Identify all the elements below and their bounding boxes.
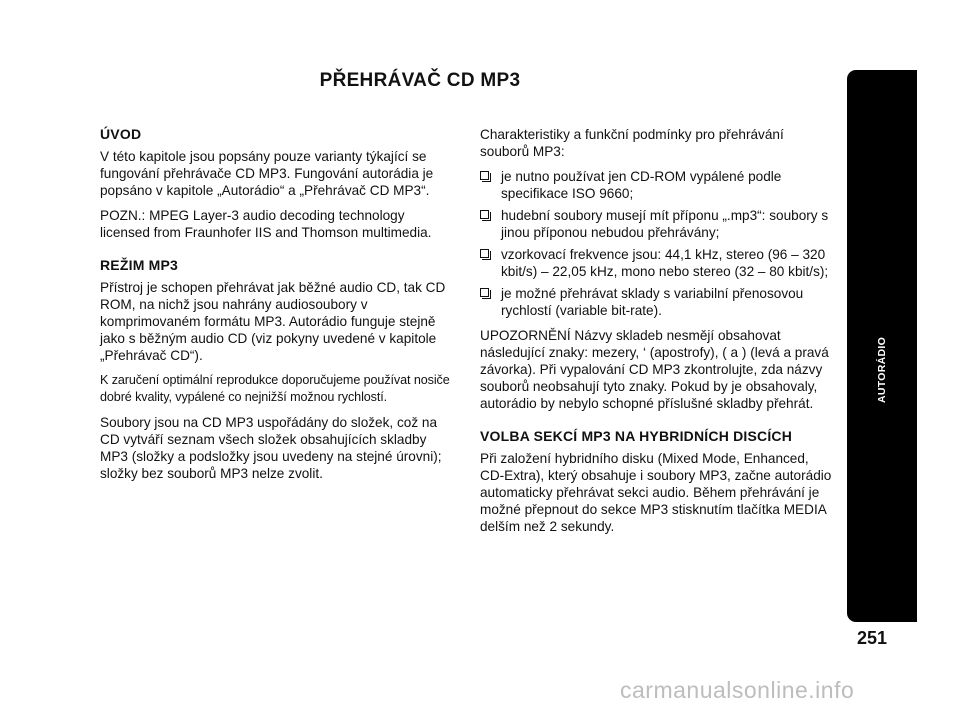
- paragraph-quality-advice: K zaručení optimální reprodukce doporučujeme používat nosiče dobré kvality, vypálené co nejnižší možnou rychlostí.: [100, 373, 450, 404]
- heading-mp3-mode: REŽIM MP3: [100, 257, 179, 273]
- paragraph-mp3-mode: Přístroj je schopen přehrávat jak běžné audio CD, tak CD ROM, na nichž jsou nahrány audiosoubory v komprimovaném formátu MP3. Autorádio funguje stejně jako s běžným audio CD (viz pokyny uvedené v kapitole „Přehrávač CD“).: [100, 280, 446, 363]
- checkbox-bullet-icon: [480, 288, 489, 297]
- page-number: 251: [856, 628, 888, 648]
- page-title: PŘEHRÁVAČ CD MP3: [319, 70, 521, 91]
- checkbox-bullet-icon: [480, 249, 489, 258]
- list-item: vzorkovací frekvence jsou: 44,1 kHz, stereo (96 – 320 kbit/s) – 22,05 kHz, mono nebo stereo (32 – 80 kbit/s);: [480, 246, 835, 280]
- conditions-list: [480, 168, 835, 319]
- paragraph-intro: V této kapitole jsou popsány pouze varianty týkající se fungování přehrávače CD MP3. Fungování autorádia je popsáno v kapitole „Autorádio“ a „Přehrávač CD MP3“.: [100, 149, 434, 198]
- right-column: [480, 126, 835, 543]
- heading-hybrid-discs: VOLBA SEKCÍ MP3 NA HYBRIDNÍCH DISCÍCH: [480, 428, 793, 444]
- checkbox-bullet-icon: [480, 210, 489, 219]
- paragraph-warning: UPOZORNĚNÍ Názvy skladeb nesmějí obsahovat následující znaky: mezery, ‘ (apostrofy), ( a ) (levá a pravá závorka). Při vypalování CD MP3 zkontrolujte, zda názvy souborů neobsahují tyto znaky. Pokud by je obsahovaly, autorádio by nebylo schopné příslušné skladby přehrát.: [480, 328, 829, 411]
- list-item: je nutno používat jen CD-ROM vypálené podle specifikace ISO 9660;: [480, 168, 835, 202]
- list-item: je možné přehrávat sklady s variabilní přenosovou rychlostí (variable bit-rate).: [480, 285, 835, 319]
- section-tab-label: AUTORÁDIO: [876, 336, 888, 404]
- watermark: carmanualsonline.info: [620, 677, 855, 703]
- left-column: [100, 126, 452, 490]
- paragraph-conditions-intro: Charakteristiky a funkční podmínky pro přehrávání souborů MP3:: [480, 127, 784, 159]
- paragraph-hybrid-discs: Při založení hybridního disku (Mixed Mode, Enhanced, CD-Extra), který obsahuje i soubory MP3, začne autorádio automaticky přehrávat sekci audio. Během přehrávání je možné přepnout do sekce MP3 stisknutím tlačítka MEDIA delším než 2 sekundy.: [480, 451, 832, 534]
- list-item: hudební soubory musejí mít příponu „.mp3“: soubory s jinou příponou nebudou přehrávány;: [480, 207, 835, 241]
- paragraph-folders: Soubory jsou na CD MP3 uspořádány do složek, což na CD vytváří seznam všech složek obsahujících skladby MP3 (složky a podsložky jsou uvedeny na stejné úrovni); složky bez souborů MP3 nelze zvolit.: [100, 415, 442, 481]
- heading-intro: ÚVOD: [100, 126, 142, 142]
- paragraph-license-note: POZN.: MPEG Layer-3 audio decoding technology licensed from Fraunhofer IIS and Thomson multimedia.: [100, 208, 432, 240]
- checkbox-bullet-icon: [480, 171, 489, 180]
